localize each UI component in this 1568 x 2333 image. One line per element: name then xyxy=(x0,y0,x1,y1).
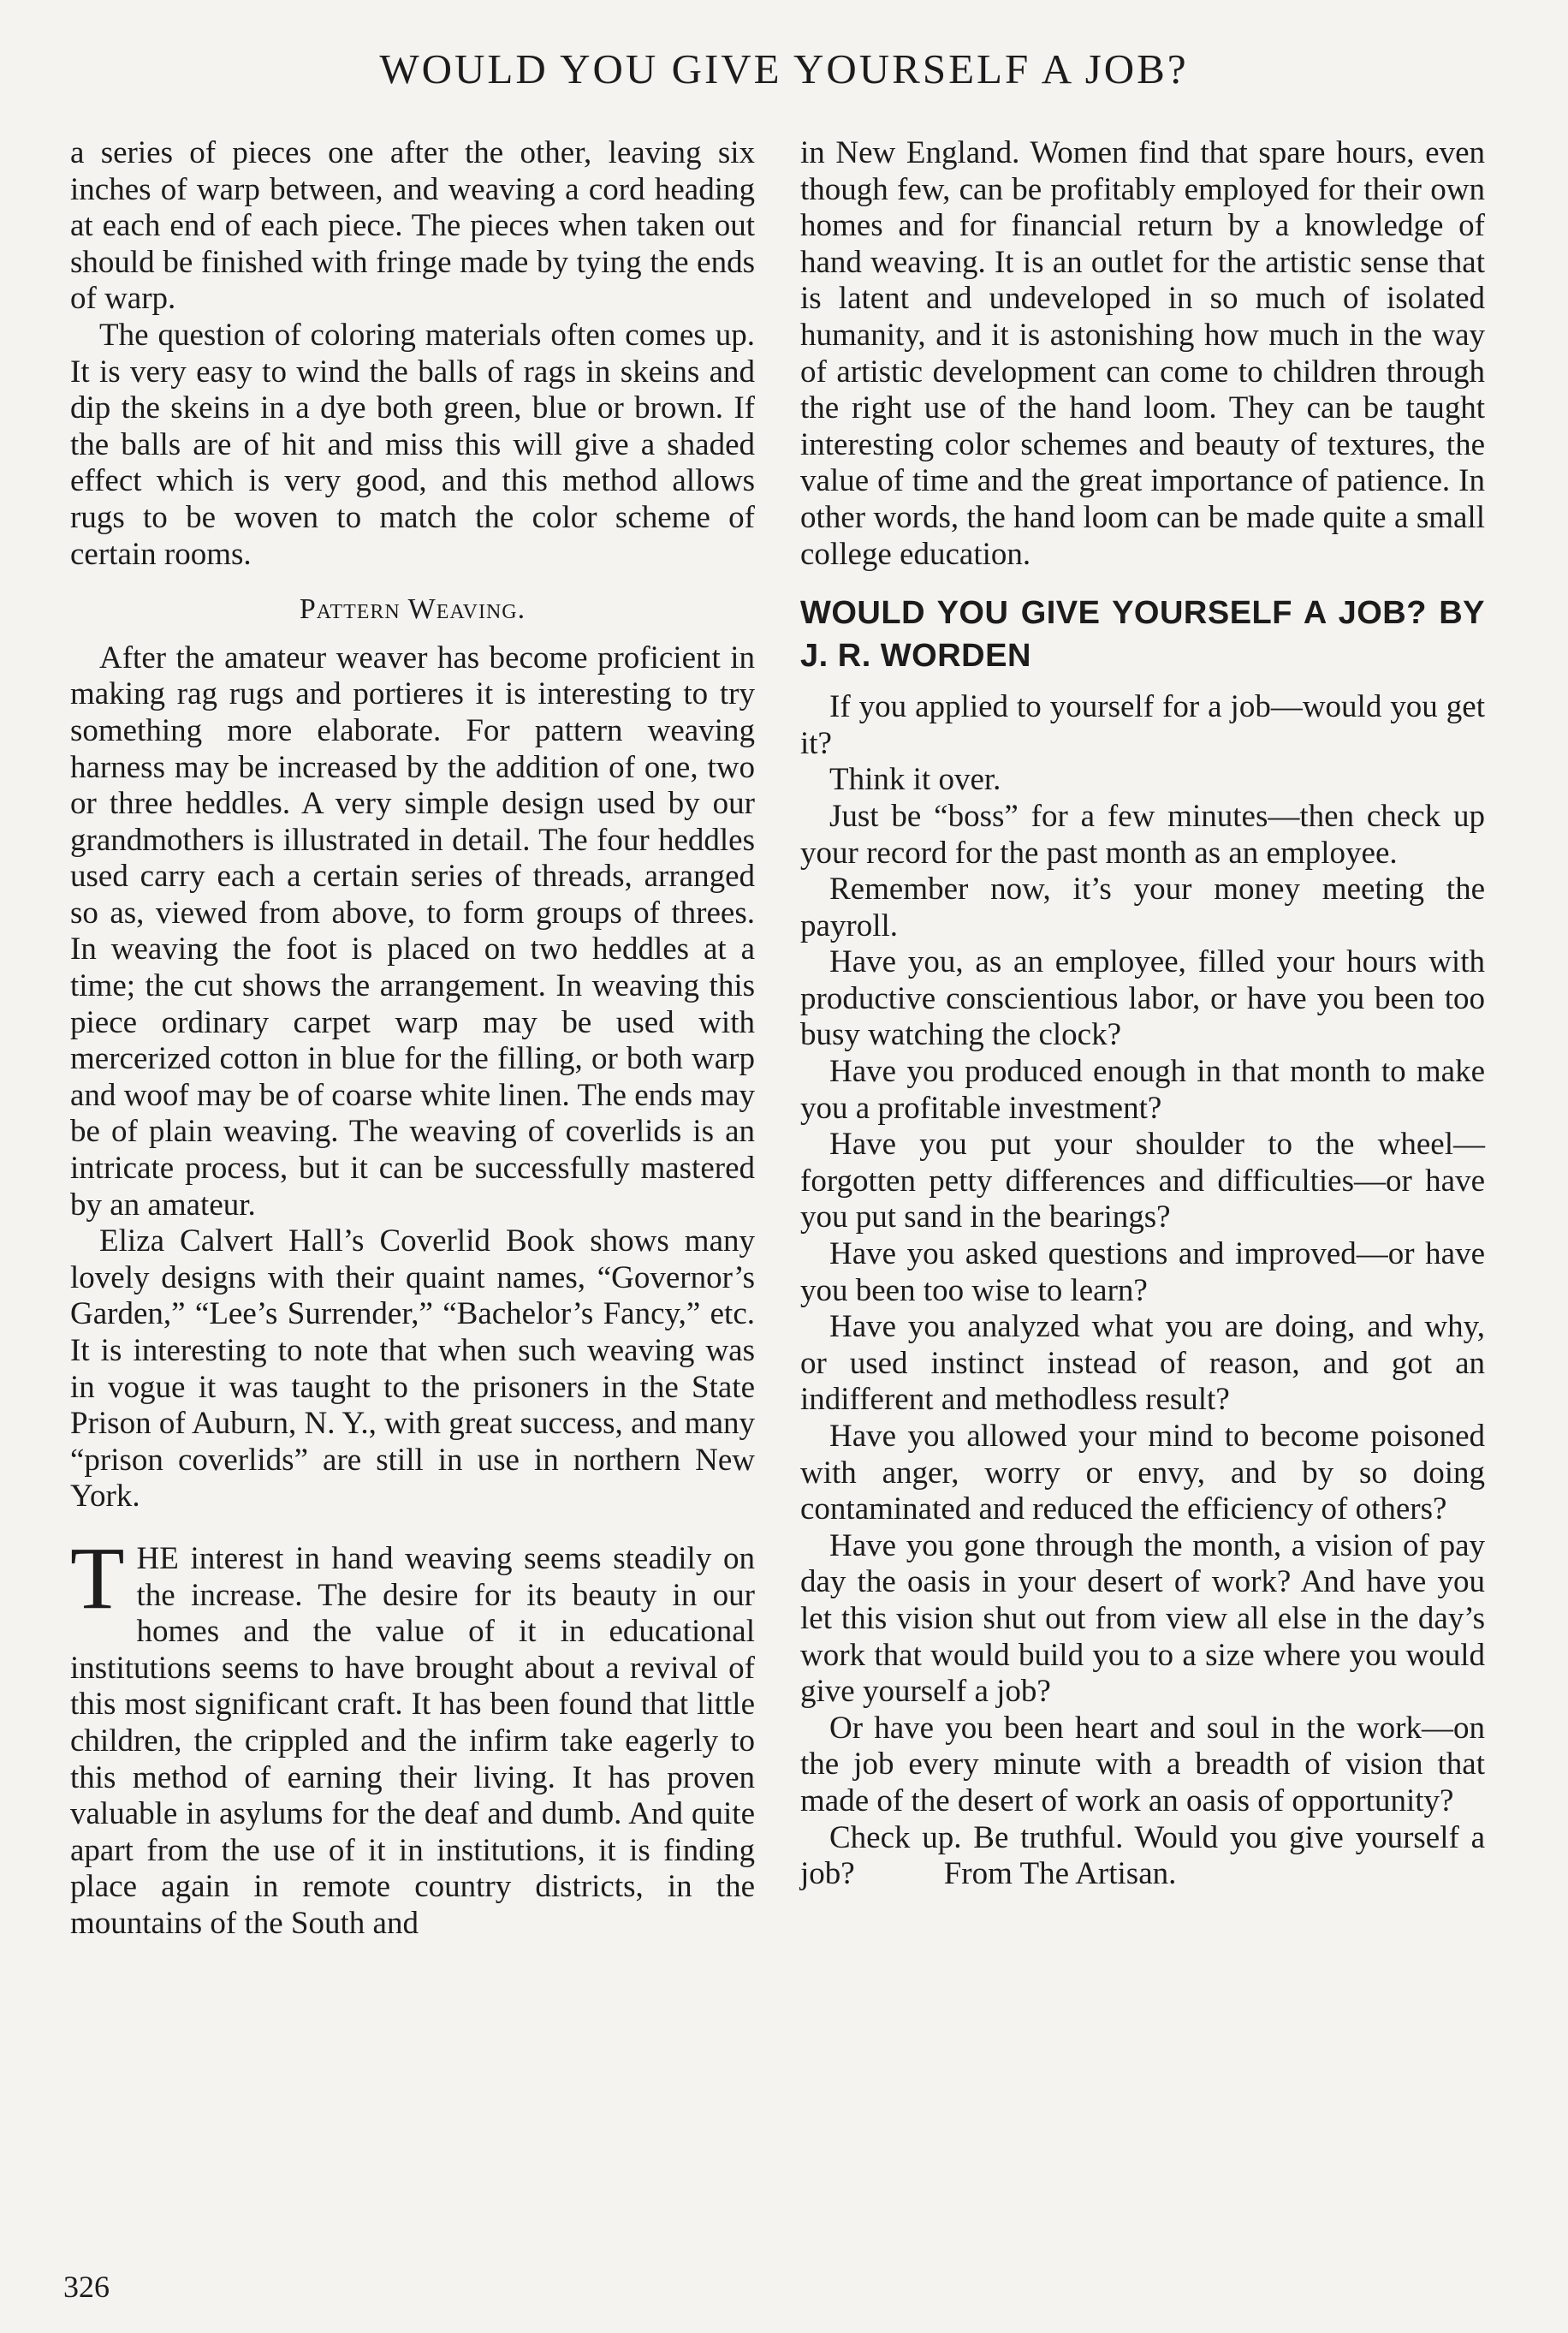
section-heading-pattern-weaving: Pattern Weaving. xyxy=(299,593,526,626)
paragraph-hand-weaving-interest xyxy=(70,1528,755,1943)
article-paragraph: Have you gone through the month, a vision of pay day the oasis in your desert of work? And have you let this vision shut out from view all else in the day’s work that would build you to a size where you would give yourself a job? xyxy=(800,1527,1485,1710)
paragraph-hand-weaving-text: HE interest in hand weaving seems steadily on the increase. The desire for its beauty in our homes and the value of it in educational institutions seems to have brought about a revival of this most significant craft. It has been found that little children, the crippled and the infirm take eagerly to this method of earning their living. It has proven valuable in asylums for the deaf and dumb. And quite apart from the use of it in institutions, it is finding place again in remote country districts, in the mountains of the South and xyxy=(70,1540,755,1941)
article-paragraph: Have you put your shoulder to the wheel—forgotten petty differences and difficulties—or have you put sand in the bearings? xyxy=(800,1127,1485,1235)
drop-cap-letter: T xyxy=(70,1528,125,1628)
closing-text: Check up. Be truthful. Would you give yourself a job? xyxy=(800,1819,1485,1892)
article-paragraph: Or have you been heart and soul in the work—on the job every minute with a breadth of vision that made of the desert of work an oasis of opportunity? xyxy=(800,1710,1485,1818)
paragraph-coloring: The question of coloring materials often comes up. It is very easy to wind the balls of rags in skeins and dip the skeins in a dye both green, blue or brown. If the balls are of hit and miss this will give a shaded effect which is very good, and this method allows rugs to be woven to match the color scheme of certain rooms. xyxy=(70,317,755,572)
article-paragraph: Have you produced enough in that month to make you a profitable investment? xyxy=(800,1054,1485,1126)
paragraph-pattern-weaving: After the amateur weaver has become proficient in making rag rugs and portieres it is interesting to try something more elaborate. For pattern weaving harness may be increased by the addition of one, two or three heddles. A very simple design used by our grandmothers is illustrated in detail. The four heddles used carry each a certain series of threads, arranged so as, viewed from above, to form groups of threes. In weaving the foot is placed on two heddles at a time; the cut shows the arrangement. In weaving this piece ordinary carpet warp may be used with mercerized cotton in blue for the filling, or both warp and woof may be of coarse white linen. The ends may be of plain weaving. The weaving of coverlids is an intricate process, but it can be successfully mastered by an amateur. xyxy=(70,640,755,1223)
article-paragraph: Have you, as an employee, filled your hours with productive conscientious labor, or have you been too busy watching the clock? xyxy=(800,944,1485,1053)
paragraph-new-england: in New England. Women find that spare hours, even though few, can be profitably employed for their own homes and for financial return by a knowledge of hand weaving. It is an outlet for the artistic sense that is latent and undeveloped in so much of isolated humanity, and it is astonishing how much in the way of artistic development can come to children through the right use of the hand loom. They can be taught interesting color schemes and beauty of textures, the value of time and the great importance of patience. In other words, the hand loom can be made quite a small college education. xyxy=(800,135,1485,572)
article-paragraph: Have you allowed your mind to become poisoned with anger, worry or envy, and by so doing contaminated and reduced the efficiency of others? xyxy=(800,1419,1485,1527)
article-closing xyxy=(800,1820,1485,1893)
paragraph-continuation: a series of pieces one after the other, leaving six inches of warp between, and weaving a cord heading at each end of each piece. The pieces when taken out should be finished with fringe made by tying the ends of warp. xyxy=(70,135,755,317)
article-paragraph: Think it over. xyxy=(829,762,1001,798)
paragraph-coverlid-book: Eliza Calvert Hall’s Coverlid Book shows many lovely designs with their quaint names, “Governor’s Garden,” “Lee’s Surrender,” “Bachelor’s Fancy,” etc. It is interesting to note that when such weaving was in vogue it was taught to the prisoners in the State Prison of Auburn, N. Y., with great success, and many “prison coverlids” are still in use in northern New York. xyxy=(70,1223,755,1515)
right-column xyxy=(800,135,1485,1893)
page-title: WOULD YOU GIVE YOURSELF A JOB? xyxy=(379,45,1189,92)
article-paragraph: Just be “boss” for a few minutes—then check up your record for the past month as an employee. xyxy=(800,798,1485,871)
article-paragraph: Remember now, it’s your money meeting the payroll. xyxy=(800,872,1485,943)
article-paragraph: If you applied to yourself for a job—would you get it? xyxy=(800,689,1485,761)
article-title: WOULD YOU GIVE YOURSELF A JOB? BY J. R. WORDEN xyxy=(800,595,1485,675)
page-number: 326 xyxy=(63,2270,110,2304)
article-paragraph: Have you analyzed what you are doing, and why, or used instinct instead of reason, and got an indifferent and methodless result? xyxy=(800,1309,1485,1418)
source-credit: From The Artisan. xyxy=(943,1856,1177,1892)
left-column xyxy=(70,135,755,1943)
article-paragraph: Have you asked questions and improved—or have you been too wise to learn? xyxy=(800,1236,1485,1308)
